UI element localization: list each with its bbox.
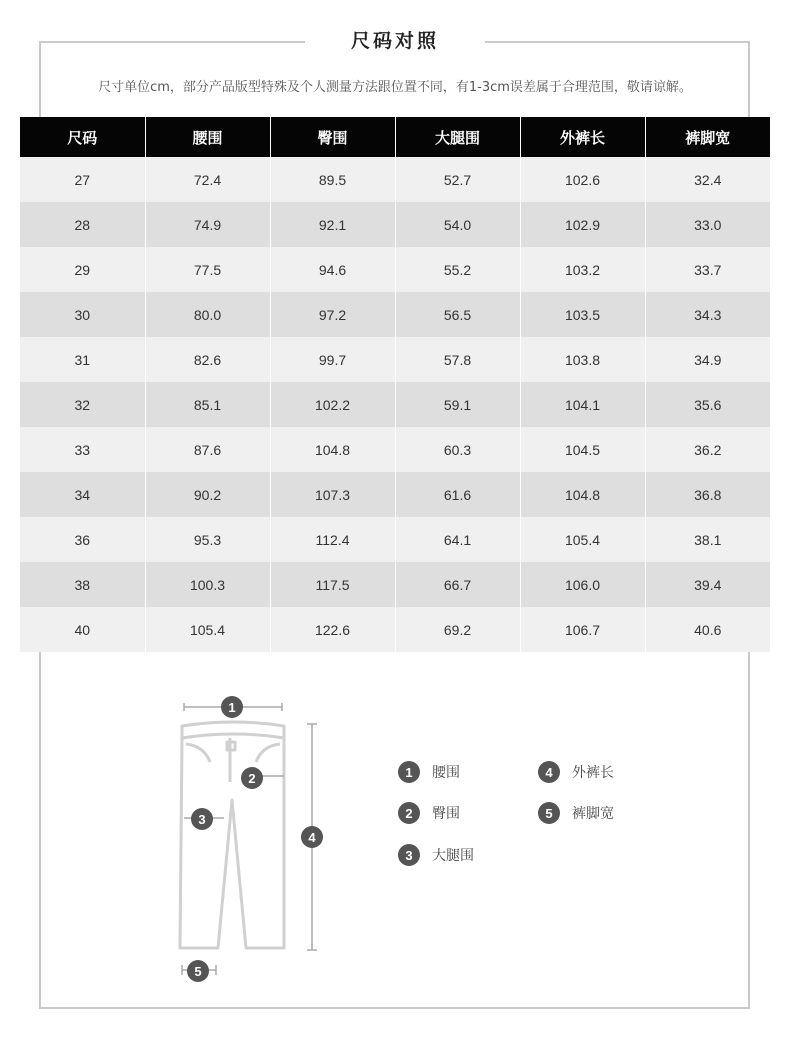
table-cell: 33: [20, 427, 145, 472]
table-cell: 104.1: [520, 382, 645, 427]
table-cell: 106.7: [520, 607, 645, 652]
table-row: [20, 157, 770, 202]
table-cell: 104.5: [520, 427, 645, 472]
legend-label-hem: 裤脚宽: [572, 806, 614, 822]
table-row: [20, 607, 770, 652]
table-cell: 32: [20, 382, 145, 427]
table-cell: 36: [20, 517, 145, 562]
header-hip: 臀围: [270, 117, 395, 157]
legend-label-thigh: 大腿围: [432, 848, 474, 864]
legend-item-waist: [398, 760, 460, 784]
table-cell: 77.5: [145, 247, 270, 292]
legend-item-hem: [538, 801, 614, 825]
table-cell: 80.0: [145, 292, 270, 337]
table-cell: 34: [20, 472, 145, 517]
legend-badge-4: 4: [538, 761, 560, 783]
table-cell: 107.3: [270, 472, 395, 517]
marker-5: [187, 960, 209, 982]
size-table: [20, 117, 770, 652]
header-length: 外裤长: [520, 117, 645, 157]
table-cell: 92.1: [270, 202, 395, 247]
marker-2: [241, 767, 263, 789]
legend-label-hip: 臀围: [432, 806, 460, 822]
marker-2-label: 2: [248, 771, 256, 786]
table-cell: 38: [20, 562, 145, 607]
table-cell: 35.6: [645, 382, 770, 427]
pants-diagram: [160, 690, 340, 990]
table-row: [20, 292, 770, 337]
table-cell: 69.2: [395, 607, 520, 652]
table-body: [20, 157, 770, 652]
legend-label-waist: 腰围: [432, 765, 460, 781]
table-cell: 33.7: [645, 247, 770, 292]
table-cell: 66.7: [395, 562, 520, 607]
legend-badge-2: 2: [398, 802, 420, 824]
table-cell: 90.2: [145, 472, 270, 517]
table-cell: 94.6: [270, 247, 395, 292]
marker-4-label: 4: [308, 830, 316, 845]
table-row: [20, 472, 770, 517]
header-thigh: 大腿围: [395, 117, 520, 157]
table-cell: 60.3: [395, 427, 520, 472]
table-cell: 34.3: [645, 292, 770, 337]
marker-1: [221, 696, 243, 718]
table-cell: 100.3: [145, 562, 270, 607]
marker-5-label: 5: [194, 964, 202, 979]
table-cell: 104.8: [520, 472, 645, 517]
table-cell: 36.8: [645, 472, 770, 517]
table-cell: 34.9: [645, 337, 770, 382]
table-cell: 36.2: [645, 427, 770, 472]
page-title: 尺码对照: [350, 30, 439, 52]
left-pocket-shape: [186, 744, 210, 762]
table-row: [20, 427, 770, 472]
table-cell: 95.3: [145, 517, 270, 562]
table-cell: 31: [20, 337, 145, 382]
table-cell: 89.5: [270, 157, 395, 202]
table-row: [20, 517, 770, 562]
header-hem: 裤脚宽: [645, 117, 770, 157]
table-row: [20, 247, 770, 292]
table-cell: 61.6: [395, 472, 520, 517]
legend-badge-3: 3: [398, 844, 420, 866]
title-wrap: [305, 24, 485, 58]
legend-badge-5: 5: [538, 802, 560, 824]
table-cell: 72.4: [145, 157, 270, 202]
table-cell: 103.8: [520, 337, 645, 382]
table-cell: 99.7: [270, 337, 395, 382]
legend-label-length: 外裤长: [572, 765, 614, 781]
table-row: [20, 382, 770, 427]
table-cell: 29: [20, 247, 145, 292]
table-cell: 103.5: [520, 292, 645, 337]
table-cell: 57.8: [395, 337, 520, 382]
table-cell: 40.6: [645, 607, 770, 652]
table-cell: 38.1: [645, 517, 770, 562]
table-cell: 64.1: [395, 517, 520, 562]
header-size: 尺码: [20, 117, 145, 157]
table-cell: 106.0: [520, 562, 645, 607]
table-cell: 33.0: [645, 202, 770, 247]
table-cell: 39.4: [645, 562, 770, 607]
legend-badge-1: 1: [398, 761, 420, 783]
marker-1-label: 1: [228, 700, 236, 715]
table-cell: 54.0: [395, 202, 520, 247]
table-cell: 59.1: [395, 382, 520, 427]
table-cell: 105.4: [145, 607, 270, 652]
legs-shape: [180, 738, 284, 948]
table-cell: 103.2: [520, 247, 645, 292]
table-cell: 52.7: [395, 157, 520, 202]
right-pocket-shape: [256, 744, 280, 762]
table-cell: 74.9: [145, 202, 270, 247]
measurement-note: 尺寸单位cm，部分产品版型特殊及个人测量方法跟位置不同，有1-3cm误差属于合理范围，敬请谅解。: [98, 80, 692, 95]
header-waist: 腰围: [145, 117, 270, 157]
table-cell: 105.4: [520, 517, 645, 562]
waistband-shape: [182, 722, 284, 738]
table-cell: 28: [20, 202, 145, 247]
marker-3: [191, 808, 213, 830]
table-cell: 117.5: [270, 562, 395, 607]
legend-item-length: [538, 760, 614, 784]
table-cell: 30: [20, 292, 145, 337]
table-header-row: [20, 117, 770, 157]
table-row: [20, 337, 770, 382]
marker-3-label: 3: [198, 812, 206, 827]
table-row: [20, 562, 770, 607]
table-cell: 102.2: [270, 382, 395, 427]
table-cell: 27: [20, 157, 145, 202]
table-cell: 55.2: [395, 247, 520, 292]
table-cell: 40: [20, 607, 145, 652]
marker-4: [301, 826, 323, 848]
table-cell: 87.6: [145, 427, 270, 472]
table-cell: 104.8: [270, 427, 395, 472]
table-cell: 97.2: [270, 292, 395, 337]
table-cell: 85.1: [145, 382, 270, 427]
legend-item-thigh: [398, 843, 474, 867]
table-cell: 32.4: [645, 157, 770, 202]
table-cell: 56.5: [395, 292, 520, 337]
pants-illustration: [160, 690, 340, 990]
table-cell: 112.4: [270, 517, 395, 562]
table-cell: 102.6: [520, 157, 645, 202]
table-row: [20, 202, 770, 247]
table-cell: 122.6: [270, 607, 395, 652]
table-cell: 82.6: [145, 337, 270, 382]
legend-item-hip: [398, 801, 460, 825]
table-cell: 102.9: [520, 202, 645, 247]
